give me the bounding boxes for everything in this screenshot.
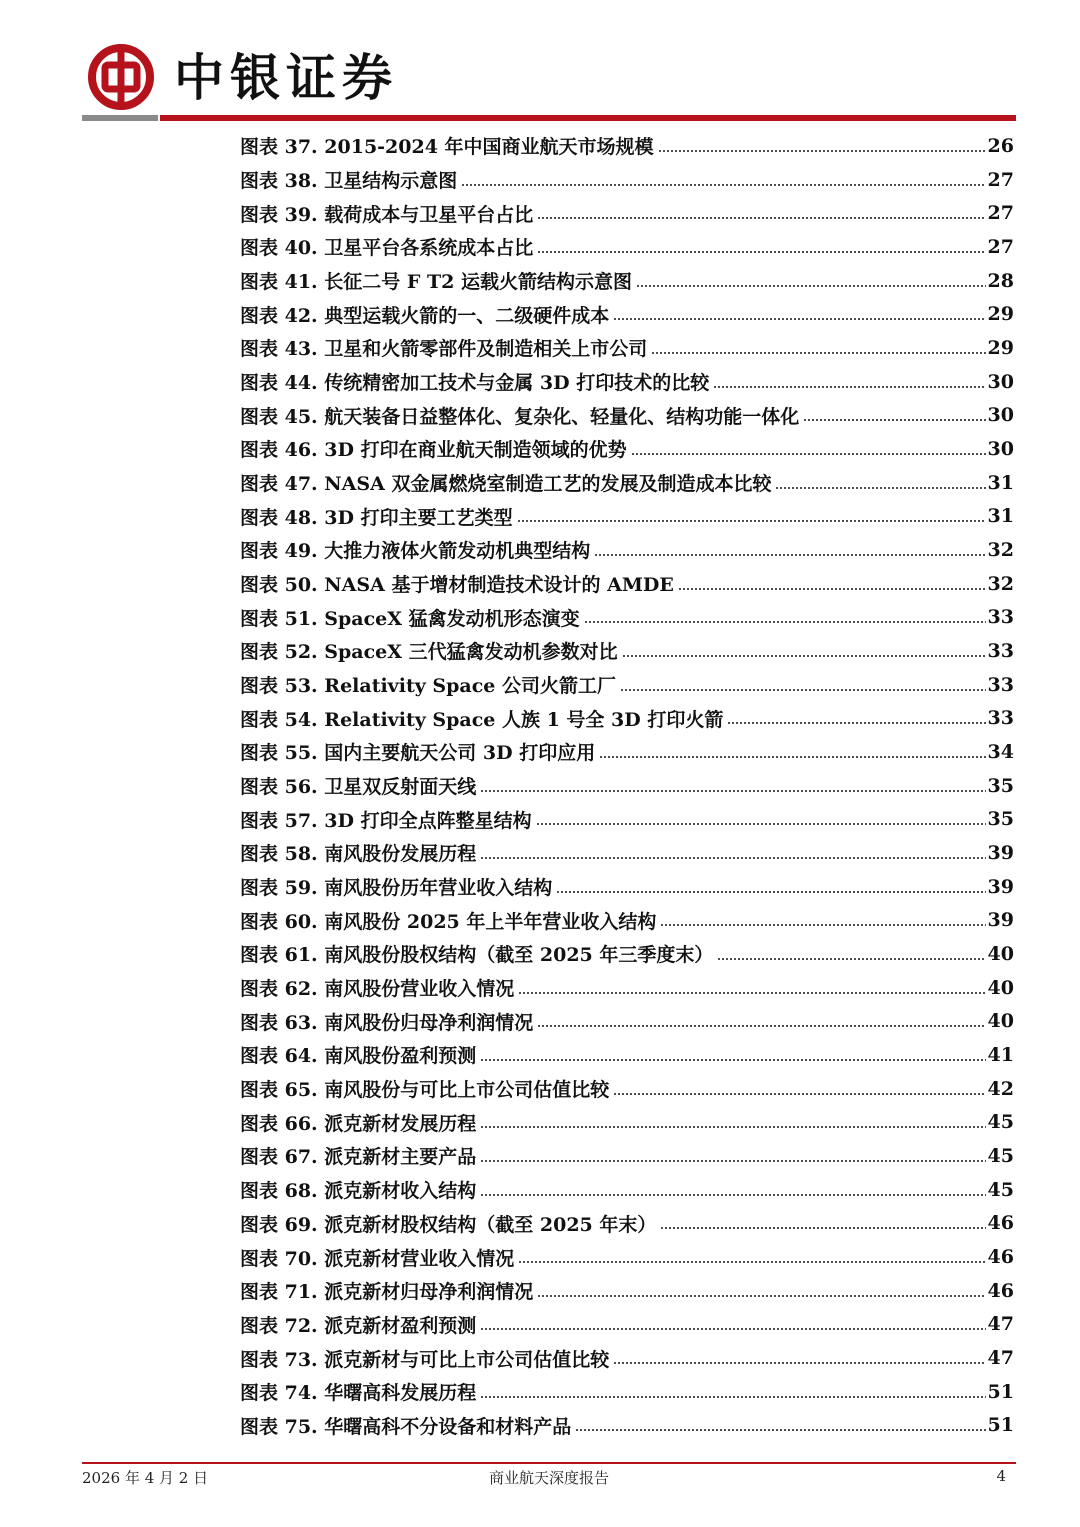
- toc-entry[interactable]: [240, 297, 1014, 331]
- toc-entry-label: 图表 42. 典型运载火箭的一、二级硬件成本: [240, 304, 610, 327]
- footer-page-number: 4: [996, 1467, 1006, 1485]
- toc-entry-label: 图表 47. NASA 双金属燃烧室制造工艺的发展及制造成本比较: [240, 473, 772, 496]
- toc-entry-label: 图表 75. 华曙高科不分设备和材料产品: [240, 1415, 572, 1438]
- toc-leader-dots: [631, 453, 986, 455]
- toc-entry-label: 图表 74. 华曙高科发展历程: [240, 1382, 477, 1405]
- toc-leader-dots: [775, 487, 985, 489]
- toc-entry-page: 40: [987, 942, 1014, 965]
- toc-leader-dots: [480, 1396, 985, 1398]
- toc-entry[interactable]: [240, 802, 1014, 836]
- toc-entry-label: 图表 43. 卫星和火箭零部件及制造相关上市公司: [240, 338, 648, 361]
- toc-entry-label: 图表 56. 卫星双反射面天线: [240, 776, 477, 799]
- toc-entry-label: 图表 70. 派克新材营业收入情况: [240, 1247, 515, 1270]
- toc-entry-label: 图表 40. 卫星平台各系统成本占比: [240, 237, 534, 260]
- toc-entry[interactable]: [240, 937, 1014, 971]
- toc-entry-page: 40: [987, 1010, 1014, 1033]
- toc-entry-label: 图表 41. 长征二号 F T2 运载火箭结构示意图: [240, 271, 632, 294]
- toc-entry-label: 图表 39. 载荷成本与卫星平台占比: [240, 203, 534, 226]
- toc-entry-page: 46: [987, 1212, 1014, 1235]
- toc-entry[interactable]: [240, 1139, 1014, 1173]
- toc-leader-dots: [636, 285, 986, 287]
- toc-leader-dots: [537, 217, 985, 219]
- toc-entry-page: 33: [987, 606, 1014, 629]
- toc-entry-label: 图表 72. 派克新材盈利预测: [240, 1314, 477, 1337]
- toc-entry-label: 图表 46. 3D 打印在商业航天制造领域的优势: [240, 439, 627, 462]
- toc-entry-page: 45: [987, 1144, 1014, 1167]
- toc-entry[interactable]: [240, 1038, 1014, 1072]
- toc-entry[interactable]: [240, 1072, 1014, 1106]
- toc-entry[interactable]: [240, 1308, 1014, 1342]
- toc-entry-label: 图表 44. 传统精密加工技术与金属 3D 打印技术的比较: [240, 372, 710, 395]
- toc-leader-dots: [480, 790, 985, 792]
- footer-date: 2026 年 4 月 2 日: [82, 1469, 209, 1487]
- toc-entry-page: 31: [987, 471, 1014, 494]
- toc-entry-label: 图表 48. 3D 打印主要工艺类型: [240, 506, 513, 529]
- toc-entry-page: 33: [987, 639, 1014, 662]
- toc-entry-page: 47: [987, 1313, 1014, 1336]
- toc-entry-page: 51: [987, 1414, 1014, 1437]
- toc-entry-label: 图表 54. Relativity Space 人族 1 号全 3D 打印火箭: [240, 708, 724, 731]
- toc-entry-page: 40: [987, 976, 1014, 999]
- toc-entry-page: 46: [987, 1246, 1014, 1268]
- toc-entry[interactable]: [240, 365, 1014, 399]
- toc-leader-dots: [713, 386, 985, 388]
- toc-entry[interactable]: [240, 1274, 1014, 1308]
- toc-entry[interactable]: [240, 499, 1014, 533]
- toc-entry-label: 图表 71. 派克新材归母净利润情况: [240, 1281, 534, 1304]
- toc-entry[interactable]: [240, 533, 1014, 567]
- toc-entry[interactable]: [240, 668, 1014, 702]
- toc-entry-page: 30: [987, 370, 1014, 393]
- page-footer: [82, 1467, 1016, 1489]
- toc-entry-page: 27: [987, 168, 1014, 191]
- toc-leader-dots: [537, 1295, 985, 1297]
- toc-entry-page: 51: [987, 1380, 1014, 1403]
- toc-entry[interactable]: [240, 1207, 1014, 1241]
- toc-leader-dots: [651, 352, 985, 354]
- toc-entry-page: 39: [987, 875, 1014, 898]
- toc-entry[interactable]: [240, 735, 1014, 769]
- footer-report-title: 商业航天深度报告: [488, 1469, 609, 1487]
- toc-entry-page: 29: [987, 303, 1014, 326]
- toc-entry-page: 39: [987, 909, 1014, 932]
- toc-entry-label: 图表 50. NASA 基于增材制造技术设计的 AMDE: [240, 574, 674, 597]
- toc-entry-page: 34: [987, 740, 1014, 763]
- toc-entry[interactable]: [240, 398, 1014, 432]
- toc-leader-dots: [536, 823, 986, 825]
- brand-name: 中银证券: [174, 48, 398, 107]
- toc-entry[interactable]: [240, 1341, 1014, 1375]
- toc-leader-dots: [717, 958, 985, 960]
- toc-entry[interactable]: [240, 264, 1014, 298]
- toc-entry-label: 图表 66. 派克新材发展历程: [240, 1112, 477, 1135]
- toc-entry-page: 28: [987, 269, 1014, 292]
- toc-leader-dots: [660, 924, 985, 926]
- toc-leader-dots: [480, 857, 985, 859]
- toc-leader-dots: [660, 1227, 985, 1229]
- toc-leader-dots: [461, 184, 985, 186]
- toc-leader-dots: [537, 251, 985, 253]
- toc-entry[interactable]: [240, 1004, 1014, 1038]
- toc-entry[interactable]: [240, 331, 1014, 365]
- toc-entry-page: 45: [987, 1178, 1014, 1201]
- toc-entry[interactable]: [240, 163, 1014, 197]
- toc-entry-label: 图表 37. 2015-2024 年中国商业航天市场规模: [240, 136, 654, 159]
- toc-entry-label: 图表 68. 派克新材收入结构: [240, 1180, 477, 1203]
- header-rule-red: [160, 115, 1016, 121]
- toc-entry[interactable]: [240, 230, 1014, 264]
- toc-leader-dots: [613, 1093, 985, 1095]
- toc-leader-dots: [599, 756, 985, 758]
- toc-entry-page: 35: [987, 774, 1014, 797]
- toc-entry[interactable]: [240, 769, 1014, 803]
- toc-leader-dots: [480, 1160, 985, 1162]
- toc-entry-label: 图表 49. 大推力液体火箭发动机典型结构: [240, 540, 591, 563]
- toc-leader-dots: [613, 318, 985, 320]
- toc-leader-dots: [803, 419, 985, 421]
- toc-leader-dots: [575, 1429, 985, 1431]
- toc-entry-page: 32: [987, 572, 1014, 595]
- toc-leader-dots: [556, 891, 985, 893]
- toc-entry-label: 图表 60. 南风股份 2025 年上半年营业收入结构: [240, 910, 657, 933]
- toc-entry-page: 27: [987, 202, 1014, 225]
- table-of-figures: [240, 129, 1014, 1442]
- toc-leader-dots: [480, 1194, 985, 1196]
- toc-leader-dots: [613, 1362, 985, 1364]
- toc-entry[interactable]: [240, 903, 1014, 937]
- toc-entry-label: 图表 59. 南风股份历年营业收入结构: [240, 877, 553, 900]
- toc-entry-page: 33: [987, 673, 1014, 696]
- toc-entry-page: 42: [987, 1077, 1014, 1100]
- toc-entry-label: 图表 53. Relativity Space 公司火箭工厂: [240, 675, 616, 698]
- toc-entry[interactable]: [240, 634, 1014, 668]
- toc-entry-page: 31: [987, 505, 1014, 528]
- toc-entry[interactable]: [240, 1240, 1014, 1274]
- toc-entry-page: 46: [987, 1279, 1014, 1302]
- header-rule-grey: [82, 115, 158, 121]
- toc-entry-label: 图表 45. 航天装备日益整体化、复杂化、轻量化、结构功能一体化: [240, 405, 800, 428]
- toc-leader-dots: [480, 1126, 985, 1128]
- toc-leader-dots: [594, 554, 985, 556]
- toc-entry[interactable]: [240, 870, 1014, 904]
- toc-entry-page: 45: [987, 1111, 1014, 1134]
- toc-entry-page: 47: [987, 1347, 1014, 1370]
- toc-leader-dots: [584, 621, 986, 623]
- toc-entry-label: 图表 61. 南风股份股权结构（截至 2025 年三季度末）: [240, 944, 714, 967]
- footer-rule: [82, 1462, 1016, 1464]
- toc-entry[interactable]: [240, 129, 1014, 163]
- bank-of-china-logo-icon: [88, 44, 154, 110]
- toc-entry-page: 30: [987, 404, 1014, 427]
- toc-leader-dots: [517, 520, 986, 522]
- toc-entry[interactable]: [240, 1105, 1014, 1139]
- toc-leader-dots: [518, 1261, 985, 1263]
- toc-leader-dots: [620, 689, 986, 691]
- toc-entry-label: 图表 58. 南风股份发展历程: [240, 843, 477, 866]
- toc-entry[interactable]: [240, 836, 1014, 870]
- toc-entry-label: 图表 67. 派克新材主要产品: [240, 1146, 477, 1169]
- toc-entry-page: 29: [987, 336, 1014, 359]
- toc-entry[interactable]: [240, 567, 1014, 601]
- toc-entry-label: 图表 64. 南风股份盈利预测: [240, 1045, 477, 1068]
- toc-entry[interactable]: [240, 196, 1014, 230]
- toc-leader-dots: [658, 150, 986, 152]
- toc-entry-page: 32: [987, 538, 1014, 561]
- toc-entry[interactable]: [240, 1173, 1014, 1207]
- toc-entry-label: 图表 51. SpaceX 猛禽发动机形态演变: [240, 607, 580, 630]
- toc-entry-label: 图表 52. SpaceX 三代猛禽发动机参数对比: [240, 641, 618, 664]
- toc-leader-dots: [537, 1025, 985, 1027]
- toc-entry-label: 图表 73. 派克新材与可比上市公司估值比较: [240, 1348, 610, 1371]
- toc-entry-page: 35: [987, 808, 1014, 831]
- report-header: [82, 40, 1016, 126]
- toc-entry-page: 26: [987, 134, 1014, 157]
- toc-entry-page: 41: [987, 1043, 1014, 1066]
- toc-leader-dots: [622, 655, 986, 657]
- toc-entry-label: 图表 38. 卫星结构示意图: [240, 170, 458, 192]
- toc-entry-label: 图表 65. 南风股份与可比上市公司估值比较: [240, 1079, 610, 1102]
- toc-entry-label: 图表 57. 3D 打印全点阵整星结构: [240, 809, 532, 832]
- toc-leader-dots: [480, 1328, 985, 1330]
- toc-entry-label: 图表 55. 国内主要航天公司 3D 打印应用: [240, 742, 596, 765]
- toc-leader-dots: [678, 588, 986, 590]
- toc-entry-label: 图表 62. 南风股份营业收入情况: [240, 978, 515, 1001]
- toc-entry[interactable]: [240, 971, 1014, 1005]
- toc-entry[interactable]: [240, 701, 1014, 735]
- toc-entry-label: 图表 63. 南风股份归母净利润情况: [240, 1011, 534, 1034]
- toc-entry-page: 33: [987, 707, 1014, 730]
- toc-entry-page: 27: [987, 235, 1014, 258]
- toc-leader-dots: [727, 722, 985, 724]
- toc-entry-page: 39: [987, 841, 1014, 864]
- toc-entry[interactable]: [240, 600, 1014, 634]
- toc-entry[interactable]: [240, 432, 1014, 466]
- toc-entry-page: 30: [987, 437, 1014, 460]
- toc-leader-dots: [480, 1059, 985, 1061]
- toc-entry[interactable]: [240, 1375, 1014, 1409]
- toc-entry-label: 图表 69. 派克新材股权结构（截至 2025 年末）: [240, 1213, 657, 1236]
- toc-entry[interactable]: [240, 1409, 1014, 1443]
- toc-leader-dots: [518, 992, 985, 994]
- toc-entry[interactable]: [240, 466, 1014, 500]
